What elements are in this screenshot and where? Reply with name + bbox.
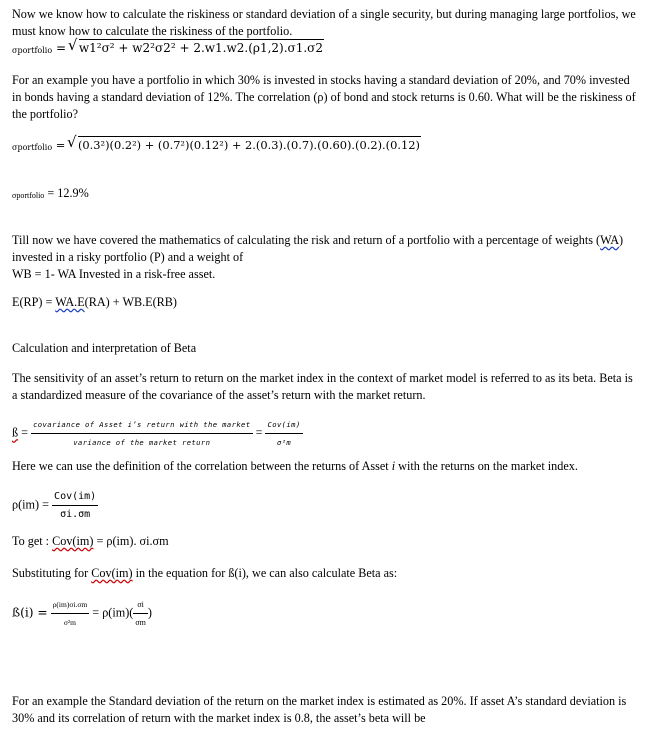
subst-text-b: in the equation for ß(i), we can also calculate Beta as:: [132, 566, 398, 580]
weights-paragraph: [12, 232, 637, 283]
rho-denominator: σi.σm: [60, 509, 91, 520]
sigma-ratio-denominator: σm: [135, 618, 146, 627]
cov-fraction: [265, 416, 302, 451]
weights-wa: WA: [600, 233, 620, 247]
beta-i-close: ): [147, 605, 152, 620]
rho-label: ρ(im) =: [12, 497, 49, 512]
to-get-cov: Cov(im): [52, 534, 94, 548]
beta-numerator: covariance of Asset i’s return with the market: [31, 416, 252, 434]
subst-text-a: Substituting for: [12, 566, 92, 580]
beta-fraction: [31, 416, 252, 451]
equals-sign-3: =: [21, 425, 29, 440]
result-line: [12, 185, 637, 204]
er-text-a: E(RP) =: [12, 295, 56, 309]
rho-numerator: Cov(im): [52, 488, 98, 506]
to-get-text-b: = ρ(im). σi.σm: [93, 534, 169, 548]
equals-sign: =: [55, 41, 67, 55]
expected-return-formula: [12, 294, 637, 311]
cov-numerator: Cov(im): [265, 416, 302, 434]
result-value: = 12.9%: [47, 186, 89, 200]
sqrt-expression-2: [69, 137, 421, 154]
sigma-ratio: [133, 596, 148, 631]
subst-cov: Cov(im): [91, 566, 133, 580]
closing-example-paragraph: For an example the Standard deviation of the return on the market index is estimated as 20%. If asset A’s standard deviation is 30% and its correlation of return with the market index is 0.8, the asset’s beta will be: [12, 694, 627, 725]
beta-denominator: variance of the market return: [73, 438, 211, 447]
beta-heading: Calculation and interpretation of Beta: [12, 341, 197, 355]
substituting-line: [12, 565, 637, 582]
correlation-paragraph: [12, 458, 637, 475]
beta-i-label: ß(i) =: [12, 605, 48, 620]
corr-text-b: with the returns on the market index.: [395, 459, 578, 473]
sqrt-expression: [70, 40, 324, 57]
beta-formula: [12, 416, 637, 451]
corr-text-a: Here we can use the definition of the correlation between the returns of Asset: [12, 459, 392, 473]
example-paragraph: For an example you have a portfolio in which 30% is invested in stocks having a standard deviation of 20%, and 70% invested in bonds having a standard deviation of 12%. The correlation (ρ) of bond and stock returns is 0.60. What will be the riskiness of the portfolio?: [12, 73, 636, 121]
beta-i-fraction: [51, 596, 90, 631]
beta-i-numerator: ρ(im)σi.σm: [51, 596, 90, 614]
sigma-portfolio-label: σportfolio: [12, 46, 53, 55]
sigma-portfolio-label-3: σportfolio: [12, 191, 45, 200]
to-get-line: [12, 533, 637, 550]
beta-definition-paragraph: The sensitivity of an asset’s return to return on the market index in the context of market model is referred to as its beta. Beta is a standardized measure of the covariance of the asset’s return with the market return.: [12, 371, 633, 402]
beta-i-denominator: σ²m: [63, 618, 77, 627]
weights-text-a: Till now we have covered the mathematics of calculating the risk and return of a portfolio with a percentage of weights (: [12, 233, 601, 247]
er-text-b: (RA) + WB.E(RB): [84, 295, 177, 309]
beta-i-formula: [12, 596, 637, 631]
portfolio-sd-formula: [12, 40, 637, 59]
sigma-ratio-numerator: σi: [133, 596, 148, 614]
rho-formula: [12, 488, 637, 523]
sigma-portfolio-label-2: σportfolio: [12, 143, 53, 152]
rho-fraction: [52, 488, 98, 523]
beta-i-equals: = ρ(im)(: [92, 605, 134, 620]
weights-text-b: ) invested in a risky portfolio (P) and a weight of: [12, 233, 624, 264]
corr-text-i: i: [391, 459, 396, 473]
er-text-wa: WA.E: [55, 295, 85, 309]
intro-paragraph: Now we know how to calculate the riskiness or standard deviation of a single security, but during managing large portfolios, we must know how to calculate the riskiness of the portfolio.: [12, 7, 636, 38]
beta-symbol: ß: [12, 425, 19, 440]
equals-sign-2: =: [55, 138, 66, 152]
weights-text-c: WB = 1- WA Invested in a risk-free asset.: [12, 267, 216, 281]
equals-sign-4: =: [255, 425, 263, 440]
to-get-text-a: To get :: [12, 534, 53, 548]
formula-radicand: w1²σ² + w2²σ2² + 2.w1.w2.(ρ1,2).σ1.σ2: [78, 41, 323, 55]
formula2-radicand: (0.3²)(0.2²) + (0.7²)(0.12²) + 2.(0.3).(0.7).(0.60).(0.2).(0.12): [77, 138, 420, 152]
portfolio-sd-example-formula: [12, 137, 637, 156]
cov-denominator: σ²m: [276, 438, 292, 447]
